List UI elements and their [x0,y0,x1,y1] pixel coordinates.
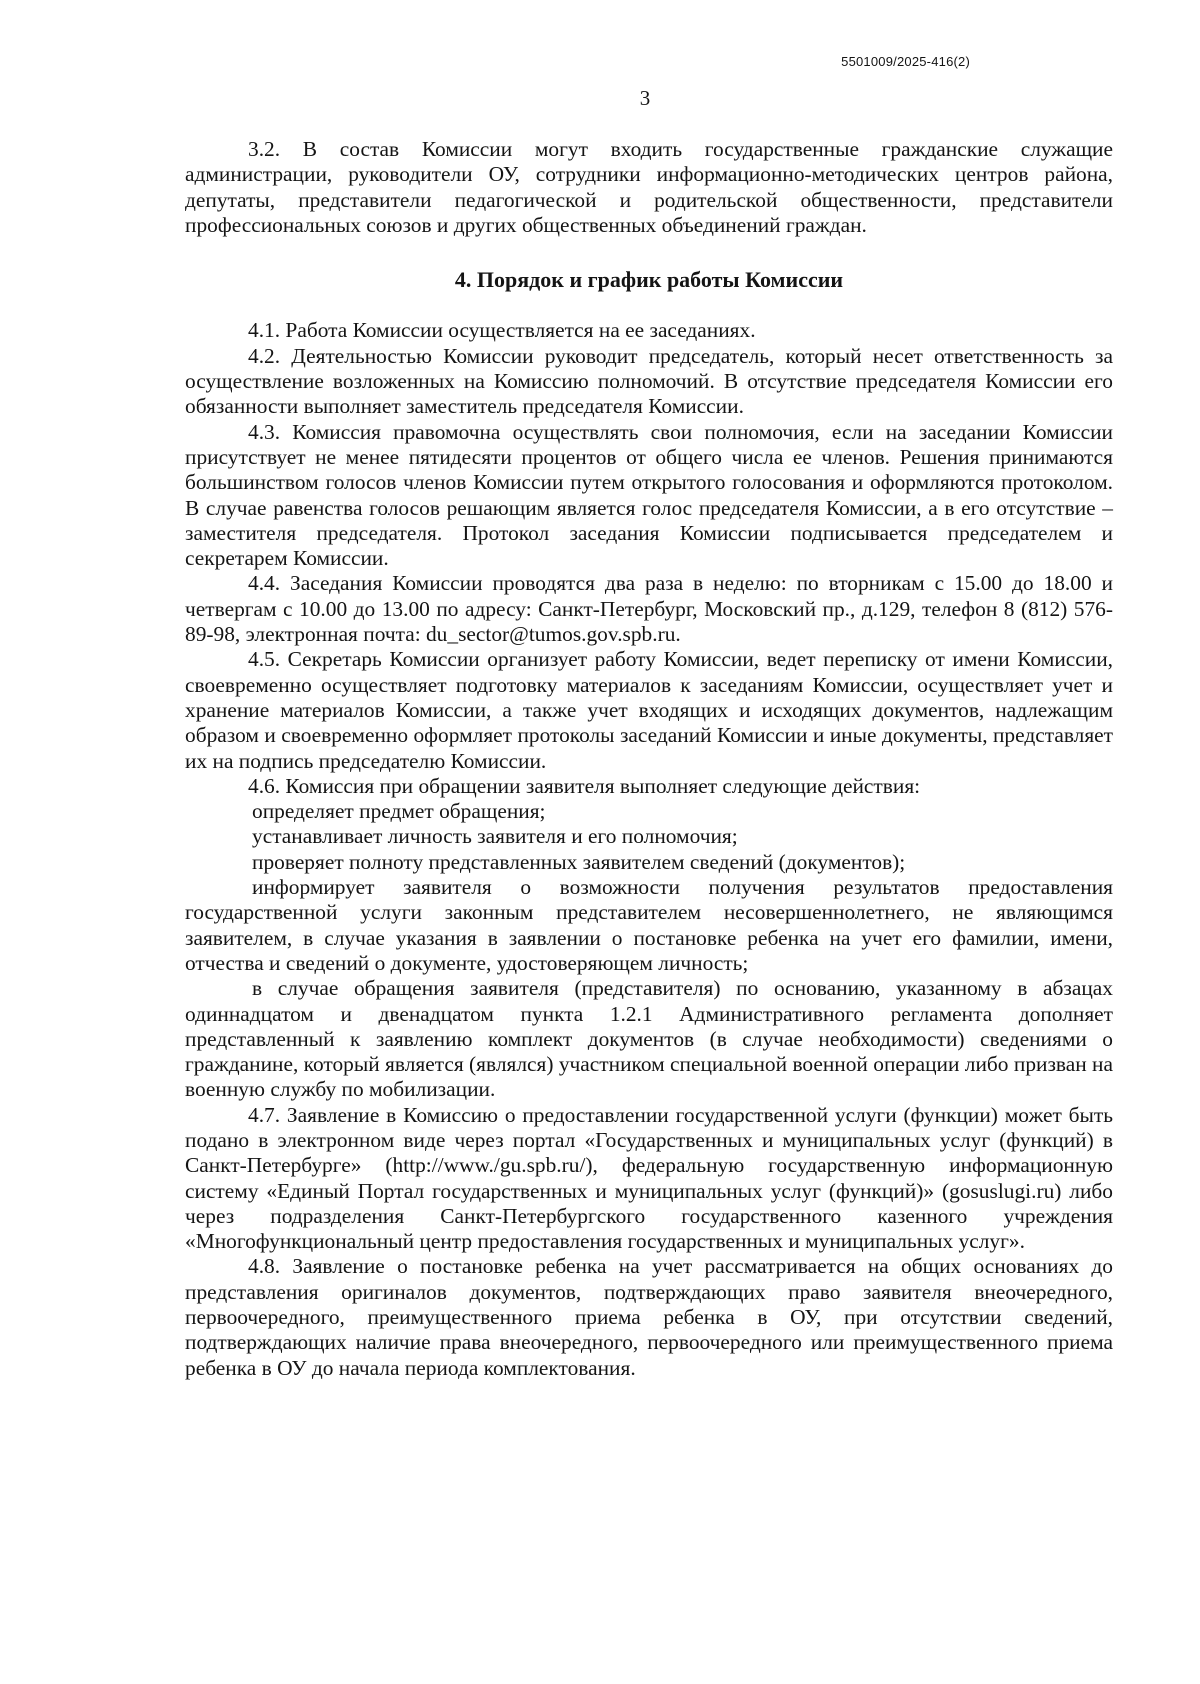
document-id: 5501009/2025-416(2) [841,54,970,69]
paragraph-3-2: 3.2. В состав Комиссии могут входить государственные гражданские служащие администрации, руководители ОУ, сотрудники информационно-методических центров района, депутаты, представители педагогической и родительской общественности, представители профессиональных союзов и других общественных объединений граждан. [185,137,1113,237]
list-item: определяет предмет обращения; [252,799,546,824]
document-body [185,137,1113,1381]
paragraph-4-1: 4.1. Работа Комиссии осуществляется на ее заседаниях. [248,318,756,343]
paragraph-4-8: 4.8. Заявление о постановке ребенка на учет рассматривается на общих основаниях до представления оригиналов документов, подтверждающих право заявителя внеочередного, первоочередного, преимущественного приема ребенка в ОУ, при отсутствии сведений, подтверждающих наличие права внеочередного, первоочередного или преимущественного приема ребенка в ОУ до начала периода комплектования. [185,1254,1113,1380]
page-number: 3 [639,86,651,110]
list-item: устанавливает личность заявителя и его полномочия; [252,824,738,849]
paragraph-4-5: 4.5. Секретарь Комиссии организует работу Комиссии, ведет переписку от имени Комиссии, своевременно осуществляет подготовку материалов к заседаниям Комиссии, осуществляет учет и хранение материалов Комиссии, а также учет входящих и исходящих документов, надлежащим образом и своевременно оформляет протоколы заседаний Комиссии и иные документы, представляет их на подпись председателю Комиссии. [185,647,1113,773]
list-item: проверяет полноту представленных заявителем сведений (документов); [252,849,906,874]
paragraph-4-4: 4.4. Заседания Комиссии проводятся два раза в неделю: по вторникам с 15.00 до 18.00 и четвергам с 10.00 до 13.00 по адресу: Санкт-Петербург, Московский пр., д.129, телефон 8 (812) 576-89-98, электронная почта: du_sector@tumos.gov.spb.ru. [185,571,1113,647]
paragraph-4-2: 4.2. Деятельностью Комиссии руководит председатель, который несет ответственность за осуществление возложенных на Комиссию полномочий. В отсутствие председателя Комиссии его обязанности выполняет заместитель председателя Комиссии. [185,343,1113,419]
section-title: 4. Порядок и график работы Комиссии [454,267,844,293]
paragraph-4-3: 4.3. Комиссия правомочна осуществлять свои полномочия, если на заседании Комиссии присутствует не менее пятидесяти процентов от общего числа ее членов. Решения принимаются большинством голосов членов Комиссии путем открытого голосования и оформляются протоколом. В случае равенства голосов решающим является голос председателя Комиссии, а в его отсутствие – заместителя председателя. Протокол заседания Комиссии подписывается председателем и секретарем Комиссии. [185,419,1113,571]
list-item: в случае обращения заявителя (представителя) по основанию, указанному в абзацах одиннадцатом и двенадцатом пункта 1.2.1 Административного регламента дополняет представленный к заявлению комплект документов (в случае необходимости) сведениями о гражданине, который является (являлся) участником специальной военной операции либо призван на военную службу по мобилизации. [185,976,1113,1102]
paragraph-4-7: 4.7. Заявление в Комиссию о предоставлении государственной услуги (функции) может быть подано в электронном виде через портал «Государственных и муниципальных услуг (функций) в Санкт-Петербурге» (http://www./gu.spb.ru/), федеральную государственную информационную систему «Единый Портал государственных и муниципальных услуг (функций)» (gosuslugi.ru) либо через подразделения Санкт-Петербургского государственного казенного учреждения «Многофункциональный центр предоставления государственных и муниципальных услуг». [185,1102,1113,1254]
paragraph-4-6: 4.6. Комиссия при обращении заявителя выполняет следующие действия: [248,773,921,798]
list-item: информирует заявителя о возможности получения результатов предоставления государственной услуги законным представителем несовершеннолетнего, не являющимся заявителем, в случае указания в заявлении о постановке ребенка на учет его фамилии, имени, отчества и сведений о документе, удостоверяющем личность; [185,875,1113,975]
